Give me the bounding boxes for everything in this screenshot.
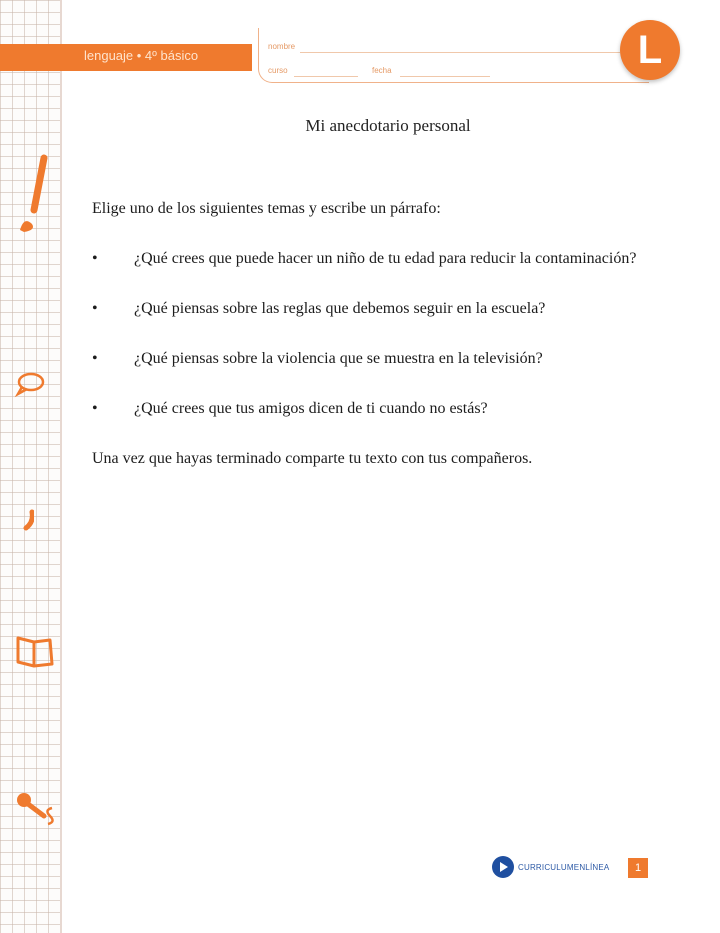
bullet: • [92,250,98,267]
topic-text: ¿Qué piensas sobre la violencia que se muestra en la televisión? [134,350,543,367]
course-label: curso [268,66,288,75]
bullet: • [92,400,98,417]
comma-icon [14,508,34,532]
course-field[interactable] [294,76,358,77]
logo-text: CURRICULUMENLÍNEA [518,862,610,872]
bullet: • [92,350,98,367]
play-logo-icon [492,856,514,878]
subject-badge [620,20,680,80]
worksheet-body [92,184,692,484]
page-number: 1 [628,858,648,878]
topic-item [92,284,692,334]
microphone-icon [14,790,60,830]
book-icon [14,632,56,672]
topic-item [92,234,692,284]
name-label: nombre [268,42,296,51]
name-field[interactable] [300,52,620,53]
curriculum-logo [492,856,609,878]
instructions: Elige uno de los siguientes temas y escribe un párrafo: [92,200,441,217]
topic-text: ¿Qué piensas sobre las reglas que debemos seguir en la escuela? [134,300,546,317]
topic-item [92,384,692,434]
header-frame [258,28,649,83]
bullet: • [92,300,98,317]
subject-label: lenguaje • 4º básico [84,48,199,63]
exclamation-icon [14,154,54,238]
closing-instructions: Una vez que hayas terminado comparte tu texto con tus compañeros. [92,450,533,467]
page-title: Mi anecdotario personal [305,116,471,135]
badge-letter: L [637,28,663,72]
topic-text: ¿Qué crees que tus amigos dicen de ti cuando no estás? [134,400,488,417]
speech-bubble-icon [14,370,46,398]
topic-text: ¿Qué crees que puede hacer un niño de tu edad para reducir la contaminación? [134,250,637,267]
topic-item [92,334,692,384]
date-field[interactable] [400,76,490,77]
date-label: fecha [372,66,392,75]
